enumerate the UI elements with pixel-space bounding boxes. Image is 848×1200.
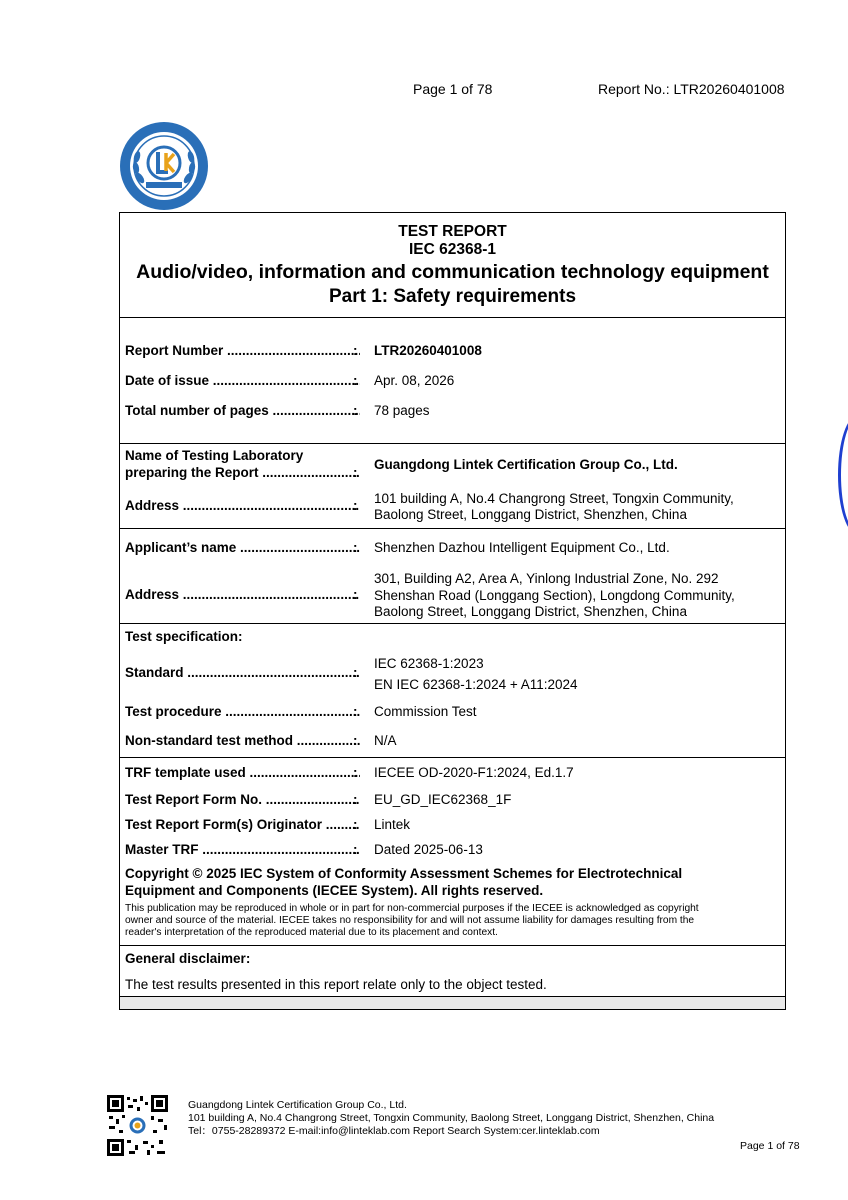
disclaimer-heading: General disclaimer: <box>125 951 251 966</box>
header-report-no: Report No.: LTR20260401008 <box>598 81 785 97</box>
trf-template-value: IECEE OD-2020-F1:2024, Ed.1.7 <box>374 765 574 780</box>
divider <box>120 757 785 758</box>
trf-originator-label: Test Report Form(s) Originator ..... <box>125 817 360 832</box>
lintek-seal-logo <box>118 120 210 212</box>
non-standard-method-label: Non-standard test method ..... <box>125 733 360 748</box>
total-pages-value: 78 pages <box>374 403 430 418</box>
lab-address-label: Address ..... <box>125 498 360 513</box>
applicant-address-label: Address ..... <box>125 587 360 602</box>
title-test-report: TEST REPORT <box>398 223 507 240</box>
lab-name-label-2: preparing the Report ..... <box>125 465 360 480</box>
applicant-name-value: Shenzhen Dazhou Intelligent Equipment Co., Ltd. <box>374 540 670 555</box>
applicant-address-line-2: Shenshan Road (Longgang Section), Longdong Community, <box>374 588 735 603</box>
standard-value-2: EN IEC 62368-1:2024 + A11:2024 <box>374 677 578 692</box>
trf-template-label: TRF template used ..... <box>125 765 360 780</box>
lab-name-label-1: Name of Testing Laboratory <box>125 448 304 463</box>
copyright-line-1: Copyright © 2025 IEC System of Conformity Assessment Schemes for Electrotechnical <box>125 866 683 881</box>
title-standard: IEC 62368-1 <box>408 241 497 258</box>
footer-contact: Tel：0755-28289372 E-mail:info@linteklab.com Report Search System:cer.linteklab.com <box>188 1125 600 1137</box>
qr-code-icon <box>107 1095 168 1156</box>
non-standard-method-value: N/A <box>374 733 397 748</box>
standard-label: Standard ..... <box>125 665 360 680</box>
divider <box>120 528 785 529</box>
trf-form-no-label: Test Report Form No. ..... <box>125 792 360 807</box>
test-spec-heading: Test specification: <box>125 629 243 644</box>
lab-address-line-2: Baolong Street, Longgang District, Shenzhen, China <box>374 507 687 522</box>
master-trf-value: Dated 2025-06-13 <box>374 842 483 857</box>
footer-address: 101 building A, No.4 Changrong Street, Tongxin Community, Baolong Street, Longgang District, Shenzhen, China <box>188 1112 715 1124</box>
date-of-issue-value: Apr. 08, 2026 <box>374 373 455 388</box>
footer-page: Page 1 of 78 <box>740 1140 800 1152</box>
lab-address-line-1: 101 building A, No.4 Changrong Street, Tongxin Community, <box>374 491 734 506</box>
test-procedure-label: Test procedure ..... <box>125 704 360 719</box>
divider <box>120 317 785 318</box>
title-part: Part 1: Safety requirements <box>328 286 577 307</box>
footer-company: Guangdong Lintek Certification Group Co., Ltd. <box>188 1099 407 1111</box>
lab-name-value: Guangdong Lintek Certification Group Co., Ltd. <box>374 457 678 472</box>
divider <box>120 443 785 444</box>
date-of-issue-label: Date of issue ..... <box>125 373 360 388</box>
standard-value-1: IEC 62368-1:2023 <box>374 656 484 671</box>
copyright-note-2: owner and source of the material. IECEE takes no responsibility for and will not assume liability for damages resulting from the <box>125 915 695 926</box>
table-bottom-bar <box>120 996 785 1009</box>
divider <box>120 945 785 946</box>
total-pages-label: Total number of pages ..... <box>125 403 360 418</box>
test-procedure-value: Commission Test <box>374 704 477 719</box>
applicant-address-line-1: 301, Building A2, Area A, Yinlong Industrial Zone, No. 292 <box>374 571 719 586</box>
applicant-name-label: Applicant’s name ..... <box>125 540 360 555</box>
trf-form-no-value: EU_GD_IEC62368_1F <box>374 792 512 807</box>
report-number-label: Report Number ..... <box>125 343 360 358</box>
master-trf-label: Master TRF ..... <box>125 842 360 857</box>
copyright-line-2: Equipment and Components (IECEE System). All rights reserved. <box>125 883 544 898</box>
page-edge-arc <box>838 415 848 535</box>
disclaimer-text: The test results presented in this report relate only to the object tested. <box>125 977 547 992</box>
divider <box>120 623 785 624</box>
applicant-address-line-3: Baolong Street, Longgang District, Shenzhen, China <box>374 604 687 619</box>
copyright-note-3: reader's interpretation of the reproduced material due to its placement and context. <box>125 927 498 938</box>
title-main: Audio/video, information and communication technology equipment <box>136 261 769 283</box>
header-page: Page 1 of 78 <box>413 81 493 97</box>
report-cover-table: TEST REPORT IEC 62368-1 Audio/video, information and communication technology equipment Part 1: Safety requirements Report Number ..... : LTR20260401008 Date of issue ..... : Apr. 08, 2026 Total number of pages ..... : 78 pages Name of Testing Laboratory preparing the Report ..... : Guangdong Lintek Certification Group Co., Ltd. Address ..... : 101 building A, No.4 Changrong Street, Tongxin Community, Baolong Street, Longgang District, Shenzhen, China Applicant’s name ..... : Shenzhen Dazhou Intelligent Equipment Co., Ltd. Address ..... : 301, Building A2, Area A, Yinlong Industrial Zone, No. 292 Shenshan Road (Longgang Section), Longdong Community, Baolong Street, Longgang District, Shenzhen, China Test specification: Standard ..... : IEC 62368-1:2023 EN IEC 62368-1:2024 + A11:2024 Test procedure ..... : Commission Test Non-standard test method ..... : N/A TRF template used ..... : IECEE OD-2020-F1:2024, Ed.1.7 Test Report Form No. ..... : EU_GD_IEC62368_1F Test Report Form(s) Originator ..... : Lintek Master TRF ..... : Dated 2025-06-13 Copyright © 2025 IEC System of Conformity Assessment Schemes for Electrotechnical Equipment and Components (IECEE System). All rights reserved. This publication may be reproduced in whole or in part for non-commercial purposes if the IECEE is acknowledged as copyright owner and source of the material. IECEE takes no responsibility for and will not assume liability for damages resulting from the reader's interpretation of the reproduced material due to its placement and context. General disclaimer: The test results presented in this report relate only to the object tested. <box>119 212 786 1010</box>
trf-originator-value: Lintek <box>374 817 411 832</box>
report-number-value: LTR20260401008 <box>374 343 482 358</box>
copyright-note-1: This publication may be reproduced in whole or in part for non-commercial purposes if the IECEE is acknowledged as copyright <box>125 903 699 914</box>
